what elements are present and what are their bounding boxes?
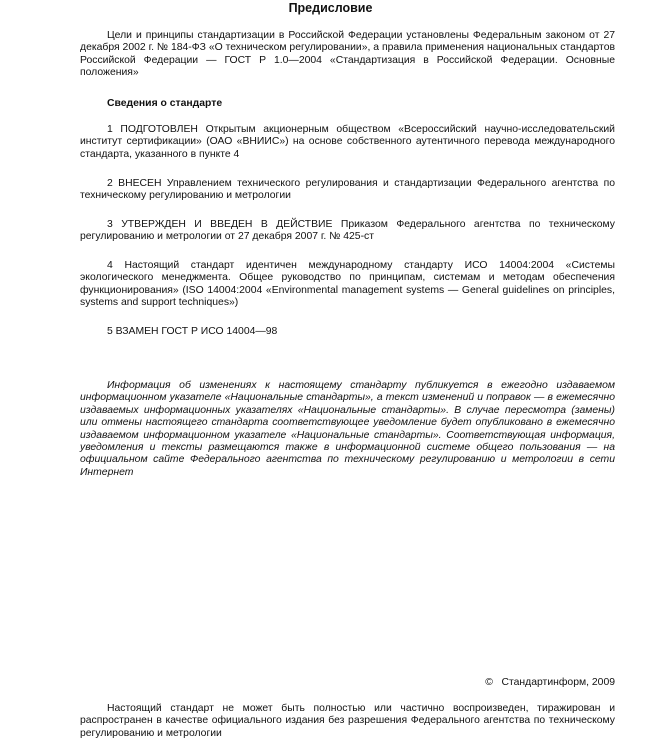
footer-paragraph: Настоящий стандарт не может быть полностью или частично воспроизведен, тиражирован и распространен в качестве официального издания без разрешения Федерального агентства по техническому регулированию и метрологии — [80, 703, 615, 739]
item-4-identical: 4 Настоящий стандарт идентичен международному стандарту ИСО 14004:2004 «Системы экологического менеджмента. Общее руководство по принципам, системам и методам обеспечения функционирования» (ISO 14004:2004 «Environmental management systems — General guidelines on principles, systems and support techniques») — [80, 260, 615, 309]
item-1-prepared: 1 ПОДГОТОВЛЕН Открытым акционерным обществом «Всероссийский научно-исследовательский институт сертификации» (ОАО «ВНИИС») на основе собственного аутентичного перевода международного стандарта, указанного в пункте 4 — [80, 124, 615, 160]
item-3-approved: 3 УТВЕРЖДЕН И ВВЕДЕН В ДЕЙСТВИЕ Приказом Федерального агентства по техническому регулированию и метрологии от 27 декабря 2007 г. № 425-ст — [80, 219, 615, 243]
notice-paragraph: Информация об изменениях к настоящему стандарту публикуется в ежегодно издаваемом информационном указателе «Национальные стандарты», а текст изменений и поправок — в ежемесячно издаваемых информационных указателях «Национальные стандарты». В случае пересмотра (замены) или отмены настоящего стандарта соответствующее уведомление будет опубликовано в ежемесячно издаваемом информационном указателе «Национальные стандарты». Соответствующая информация, уведомления и тексты размещаются также в информационной системе общего пользования — на официальном сайте Федерального агентства по техническому регулированию и метрологии в сети Интернет — [80, 380, 615, 478]
intro-paragraph: Цели и принципы стандартизации в Российской Федерации установлены Федеральным законом от 27 декабря 2002 г. № 184-ФЗ «О техническом регулировании», а правила применения национальных стандартов Российской Федерации — ГОСТ Р 1.0—2004 «Стандартизация в Российской Федерации. Основные положения» — [80, 30, 615, 79]
section-title: Сведения о стандарте — [107, 98, 223, 109]
page-title: Предисловие — [288, 1, 373, 15]
copyright-line: © Стандартинформ, 2009 — [485, 677, 615, 688]
item-2-introduced: 2 ВНЕСЕН Управлением технического регулирования и стандартизации Федерального агентства по техническому регулированию и метрологии — [80, 178, 615, 202]
item-5-replaces: 5 ВЗАМЕН ГОСТ Р ИСО 14004—98 — [107, 326, 278, 337]
